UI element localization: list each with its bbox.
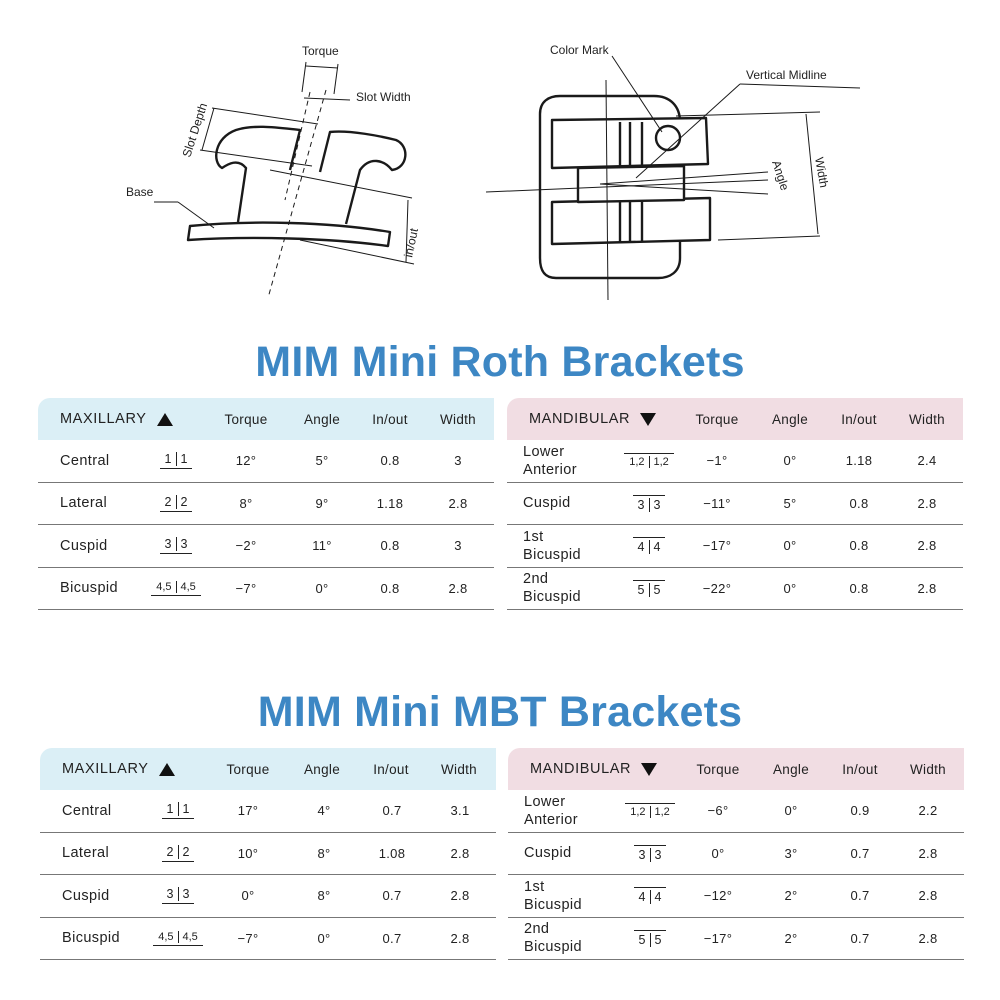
col-inout: In/out bbox=[841, 411, 877, 427]
cell-width: 2.8 bbox=[450, 930, 470, 946]
cell-torque: −7° bbox=[237, 930, 259, 946]
tooth-number-right: 4 bbox=[653, 540, 661, 555]
tooth-number-notation bbox=[620, 833, 680, 875]
cell-angle: 3° bbox=[784, 845, 798, 861]
cell-width: 2.4 bbox=[917, 453, 937, 469]
cell-angle: 2° bbox=[784, 930, 798, 946]
cell-inout: 0.8 bbox=[849, 538, 869, 554]
tooth-name-line1: 2nd bbox=[523, 571, 549, 588]
angle-label: Angle bbox=[769, 158, 792, 193]
cell-torque: −17° bbox=[703, 930, 733, 946]
cell-inout: 0.7 bbox=[850, 930, 870, 946]
table-row bbox=[40, 875, 496, 918]
tooth-name-line1: 1st bbox=[524, 878, 545, 895]
up-triangle-icon bbox=[159, 763, 175, 776]
tooth-number-notation bbox=[148, 918, 208, 960]
down-triangle-icon bbox=[640, 413, 656, 426]
tooth-name-line1: 1st bbox=[523, 528, 544, 545]
cell-angle: 8° bbox=[317, 845, 331, 861]
table-row bbox=[507, 440, 963, 483]
cell-inout: 0.8 bbox=[380, 538, 400, 554]
table-row bbox=[40, 833, 496, 876]
roth-mandibular-header bbox=[507, 398, 963, 440]
tooth-name bbox=[524, 833, 572, 875]
tooth-number-left: 2 bbox=[160, 495, 177, 509]
col-width: Width bbox=[439, 411, 476, 427]
tooth-number-left: 4 bbox=[634, 890, 651, 904]
tooth-name bbox=[523, 440, 577, 482]
tooth-name: Bicuspid bbox=[62, 930, 121, 947]
bracket-front-view bbox=[540, 96, 710, 278]
cell-inout: 0.9 bbox=[850, 803, 870, 819]
tooth-name: Bicuspid bbox=[60, 580, 119, 597]
cell-width: 2.8 bbox=[450, 888, 470, 904]
base-label: Base bbox=[126, 185, 154, 199]
in-out-label: in/out bbox=[401, 226, 422, 259]
table-row bbox=[507, 525, 963, 568]
cell-torque: −22° bbox=[702, 580, 732, 596]
table-row bbox=[508, 833, 964, 876]
cell-torque: 0° bbox=[711, 845, 725, 861]
tooth-name: Lateral bbox=[60, 495, 108, 512]
table-row bbox=[508, 790, 964, 833]
tooth-number-notation bbox=[620, 918, 680, 960]
slot-depth-label: Slot Depth bbox=[179, 101, 211, 159]
tooth-number-left: 5 bbox=[633, 583, 650, 597]
cell-angle: 8° bbox=[317, 888, 331, 904]
tooth-number-left: 4,5 bbox=[153, 931, 178, 943]
cell-torque: −1° bbox=[706, 453, 728, 469]
col-width: Width bbox=[440, 761, 477, 777]
table-row bbox=[508, 918, 964, 961]
mbt-mandibular-table bbox=[508, 748, 964, 960]
tooth-number-right: 5 bbox=[654, 932, 662, 947]
tooth-number-notation bbox=[620, 790, 680, 832]
table-row bbox=[508, 875, 964, 918]
cell-inout: 0.8 bbox=[380, 453, 400, 469]
tooth-number-right: 2 bbox=[182, 844, 190, 859]
cell-torque: 12° bbox=[235, 453, 257, 469]
table-row bbox=[38, 440, 494, 483]
cell-angle: 0° bbox=[783, 538, 797, 554]
tooth-number-left: 4 bbox=[633, 540, 650, 554]
col-angle: Angle bbox=[772, 761, 810, 777]
cell-angle: 2° bbox=[784, 888, 798, 904]
cell-inout: 0.7 bbox=[382, 888, 402, 904]
down-triangle-icon bbox=[641, 763, 657, 776]
table-row bbox=[38, 525, 494, 568]
cell-torque: −12° bbox=[703, 888, 733, 904]
tooth-number-right: 4,5 bbox=[180, 580, 196, 593]
tooth-name bbox=[523, 525, 581, 567]
tooth-name bbox=[524, 875, 582, 917]
tooth-name-line1: Lower bbox=[523, 443, 565, 460]
roth-maxillary-table bbox=[38, 398, 494, 610]
tooth-number-left: 2 bbox=[162, 845, 179, 859]
tooth-number-notation bbox=[146, 568, 206, 610]
col-torque: Torque bbox=[696, 761, 740, 777]
table-row bbox=[38, 568, 494, 611]
mbt-mandibular-header bbox=[508, 748, 964, 790]
tooth-number-notation bbox=[148, 833, 208, 875]
tooth-name-line2: Anterior bbox=[523, 461, 577, 478]
cell-torque: −17° bbox=[702, 538, 732, 554]
roth-maxillary-rows bbox=[38, 440, 494, 610]
col-torque: Torque bbox=[695, 411, 739, 427]
table-row bbox=[507, 568, 963, 611]
cell-width: 2.8 bbox=[917, 580, 937, 596]
mandibular-label: MANDIBULAR bbox=[530, 761, 657, 777]
col-inout: In/out bbox=[373, 761, 409, 777]
col-inout: In/out bbox=[372, 411, 408, 427]
cell-width: 3 bbox=[454, 538, 462, 554]
cell-angle: 0° bbox=[317, 930, 331, 946]
tooth-number-left: 3 bbox=[634, 848, 651, 862]
col-angle: Angle bbox=[771, 411, 809, 427]
tooth-name-line1: 2nd bbox=[524, 921, 550, 938]
cell-torque: 8° bbox=[239, 495, 253, 511]
vertical-midline-label: Vertical Midline bbox=[746, 68, 827, 82]
col-torque: Torque bbox=[224, 411, 268, 427]
table-row bbox=[40, 790, 496, 833]
cell-torque: −2° bbox=[235, 538, 257, 554]
tooth-number-notation bbox=[146, 525, 206, 567]
tooth-number-left: 4,5 bbox=[151, 581, 176, 593]
width-label: Width bbox=[812, 156, 832, 189]
tooth-number-left: 3 bbox=[160, 537, 177, 551]
cell-torque: 0° bbox=[241, 888, 255, 904]
tooth-name: Cuspid bbox=[62, 887, 110, 904]
tooth-number-notation bbox=[146, 483, 206, 525]
cell-angle: 0° bbox=[784, 803, 798, 819]
mbt-maxillary-table bbox=[40, 748, 496, 960]
tooth-number-notation bbox=[148, 875, 208, 917]
col-inout: In/out bbox=[842, 761, 878, 777]
cell-inout: 0.8 bbox=[849, 580, 869, 596]
mbt-title: MIM Mini MBT Brackets bbox=[257, 688, 743, 736]
tooth-name: Central bbox=[60, 452, 110, 469]
tooth-number-left: 1 bbox=[160, 452, 177, 466]
mbt-mandibular-rows bbox=[508, 790, 964, 960]
tooth-name-line1: Cuspid bbox=[524, 845, 572, 862]
tooth-name-line1: Cuspid bbox=[523, 495, 571, 512]
cell-inout: 1.08 bbox=[378, 845, 406, 861]
bracket-diagrams bbox=[0, 0, 1000, 320]
mbt-maxillary-header bbox=[40, 748, 496, 790]
tooth-number-right: 2 bbox=[180, 494, 188, 509]
tooth-name: Central bbox=[62, 802, 112, 819]
bracket-side-profile bbox=[188, 127, 405, 246]
tooth-number-left: 5 bbox=[634, 933, 651, 947]
cell-width: 2.8 bbox=[918, 930, 938, 946]
cell-angle: 11° bbox=[312, 538, 332, 554]
cell-angle: 5° bbox=[315, 453, 329, 469]
roth-mandibular-table bbox=[507, 398, 963, 610]
col-width: Width bbox=[909, 761, 946, 777]
tooth-number-right: 1,2 bbox=[654, 806, 670, 819]
cell-inout: 0.8 bbox=[849, 495, 869, 511]
tooth-name-line2: Anterior bbox=[524, 811, 578, 828]
cell-width: 2.8 bbox=[917, 538, 937, 554]
table-row bbox=[40, 918, 496, 961]
slot-width-label: Slot Width bbox=[356, 90, 411, 104]
tooth-number-right: 4,5 bbox=[182, 930, 198, 943]
roth-maxillary-header bbox=[38, 398, 494, 440]
tooth-name bbox=[524, 918, 582, 960]
cell-inout: 0.7 bbox=[850, 845, 870, 861]
cell-inout: 0.7 bbox=[850, 888, 870, 904]
cell-width: 2.2 bbox=[918, 803, 938, 819]
tooth-number-left: 1,2 bbox=[624, 456, 649, 468]
tooth-name: Cuspid bbox=[60, 537, 108, 554]
tooth-name-line2: Bicuspid bbox=[524, 896, 583, 913]
cell-inout: 1.18 bbox=[845, 453, 873, 469]
mbt-maxillary-rows bbox=[40, 790, 496, 960]
col-angle: Angle bbox=[303, 411, 341, 427]
cell-torque: −11° bbox=[703, 495, 731, 511]
tooth-name bbox=[523, 568, 581, 610]
tooth-number-notation bbox=[146, 440, 206, 482]
cell-angle: 9° bbox=[315, 495, 329, 511]
tooth-number-notation bbox=[619, 568, 679, 610]
tooth-number-left: 1,2 bbox=[625, 806, 650, 818]
tooth-name bbox=[524, 790, 578, 832]
tooth-number-right: 3 bbox=[180, 537, 188, 552]
cell-angle: 0° bbox=[783, 453, 797, 469]
col-torque: Torque bbox=[226, 761, 270, 777]
cell-angle: 0° bbox=[315, 580, 329, 596]
roth-mandibular-rows bbox=[507, 440, 963, 610]
cell-width: 2.8 bbox=[918, 888, 938, 904]
tooth-number-right: 1 bbox=[182, 802, 190, 817]
roth-title: MIM Mini Roth Brackets bbox=[255, 338, 745, 386]
cell-width: 2.8 bbox=[448, 495, 468, 511]
cell-width: 2.8 bbox=[917, 495, 937, 511]
cell-width: 2.8 bbox=[448, 580, 468, 596]
cell-angle: 4° bbox=[317, 803, 331, 819]
col-width: Width bbox=[908, 411, 945, 427]
tooth-number-notation bbox=[620, 875, 680, 917]
tooth-name-line2: Bicuspid bbox=[523, 546, 582, 563]
tooth-number-right: 4 bbox=[654, 890, 662, 905]
tooth-name: Lateral bbox=[62, 845, 110, 862]
tooth-name-line1: Lower bbox=[524, 793, 566, 810]
cell-width: 2.8 bbox=[918, 845, 938, 861]
tooth-number-notation bbox=[619, 525, 679, 567]
cell-width: 3 bbox=[454, 453, 462, 469]
color-mark-label: Color Mark bbox=[550, 43, 609, 57]
tooth-number-right: 1 bbox=[180, 452, 188, 467]
tooth-name-line2: Bicuspid bbox=[524, 939, 583, 956]
cell-angle: 5° bbox=[783, 495, 797, 511]
maxillary-label: MAXILLARY bbox=[62, 761, 175, 777]
col-angle: Angle bbox=[303, 761, 341, 777]
cell-torque: 10° bbox=[237, 845, 259, 861]
tooth-number-notation bbox=[619, 440, 679, 482]
tooth-name bbox=[523, 483, 571, 525]
cell-inout: 0.7 bbox=[382, 803, 402, 819]
cell-inout: 0.7 bbox=[382, 930, 402, 946]
cell-angle: 0° bbox=[783, 580, 797, 596]
bracket-diagram-svg bbox=[0, 0, 1000, 320]
tooth-number-right: 5 bbox=[653, 582, 661, 597]
tooth-number-right: 3 bbox=[653, 497, 661, 512]
cell-width: 2.8 bbox=[450, 845, 470, 861]
table-row bbox=[38, 483, 494, 526]
tooth-number-notation bbox=[148, 790, 208, 832]
up-triangle-icon bbox=[157, 413, 173, 426]
tooth-number-right: 3 bbox=[182, 887, 190, 902]
maxillary-label: MAXILLARY bbox=[60, 411, 173, 427]
cell-torque: −6° bbox=[707, 803, 729, 819]
cell-inout: 0.8 bbox=[380, 580, 400, 596]
tooth-number-notation bbox=[619, 483, 679, 525]
cell-inout: 1.18 bbox=[376, 495, 404, 511]
tooth-number-right: 3 bbox=[654, 847, 662, 862]
tooth-number-left: 3 bbox=[162, 887, 179, 901]
torque-label: Torque bbox=[302, 44, 339, 58]
tooth-name-line2: Bicuspid bbox=[523, 589, 582, 606]
tooth-number-right: 1,2 bbox=[653, 456, 669, 469]
cell-torque: −7° bbox=[235, 580, 257, 596]
table-row bbox=[507, 483, 963, 526]
cell-width: 3.1 bbox=[450, 803, 470, 819]
tooth-number-left: 1 bbox=[162, 802, 179, 816]
mandibular-label: MANDIBULAR bbox=[529, 411, 656, 427]
cell-torque: 17° bbox=[237, 803, 259, 819]
tooth-number-left: 3 bbox=[633, 498, 650, 512]
